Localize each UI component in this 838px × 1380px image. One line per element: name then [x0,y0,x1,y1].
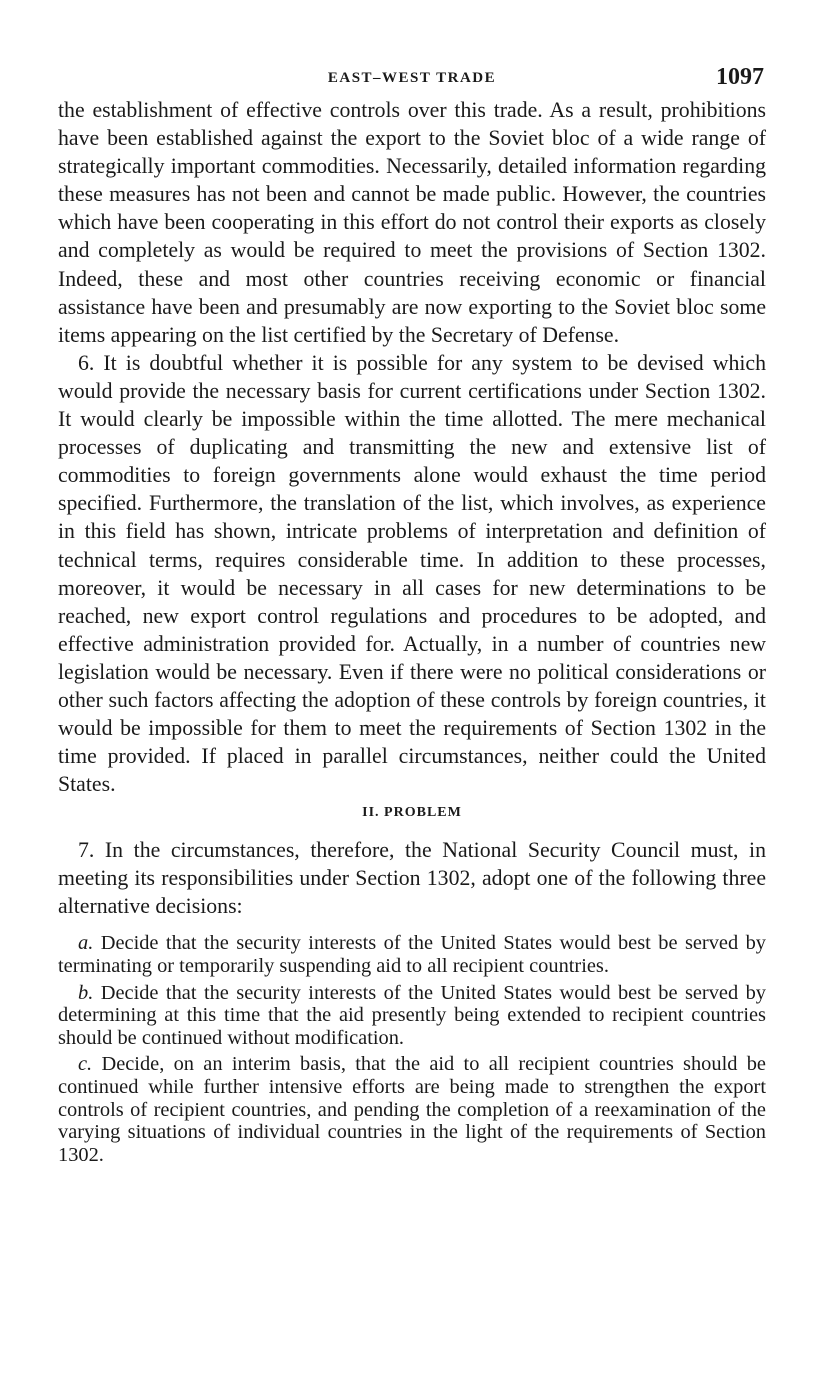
body-text [58,96,766,798]
option-letter: a. [78,932,94,955]
option-letter: b. [78,981,94,1004]
option-text: Decide that the security interests of the United States would best be served by terminating or temporarily suspending aid to all recipient countries. [58,932,766,977]
option-a [58,932,766,977]
document-page [58,60,766,1170]
page-number: 1097 [716,64,764,90]
page-header [58,60,766,96]
option-b [58,982,766,1050]
option-text: Decide that the security interests of the United States would best be served by determining at this time that the aid presently being extended to recipient countries should be continued without modification. [58,981,766,1049]
section-heading: II. PROBLEM [362,805,462,821]
section-intro [58,836,766,920]
paragraph-continued: the establishment of effective controls over this trade. As a result, prohibitions have been established against the export to the Soviet bloc of a wide range of strategically important commodities. Necessarily, detailed information regarding these measures has not been and cannot be made public. However, the countries which have been cooperating in this effort do not control their exports as closely and completely as would be required to meet the provisions of Section 1302. Indeed, these and most other countries receiving economic or financial assistance have been and presumably are now exporting to the Soviet bloc some items appearing on the list certified by the Secretary of Defense. [58,98,766,347]
running-title: EAST–WEST TRADE [327,70,497,86]
alternative-decisions [58,932,766,1166]
paragraph-7: 7. In the circumstances, therefore, the National Security Council must, in meeting its responsibilities under Section 1302, adopt one of the following three alternative decisions: [58,838,766,919]
option-c [58,1053,766,1166]
option-letter: c. [78,1053,93,1076]
option-text: Decide, on an interim basis, that the aid to all recipient countries should be continued while further intensive efforts are being made to strengthen the export controls of recipient countries, and pending the completion of a reexamination of the varying situations of individual countries in the light of the requirements of Section 1302. [58,1053,766,1166]
paragraph-6: 6. It is doubtful whether it is possible for any system to be devised which would provide the necessary basis for current certifications under Section 1302. It would clearly be impossible within the time allotted. The mere mechanical processes of duplicating and transmitting the new and extensive list of commodities to foreign governments alone would exhaust the time period specified. Furthermore, the translation of the list, which involves, as experience in this field has shown, intricate problems of interpretation and definition of technical terms, requires considerable time. In addition to these processes, moreover, it would be necessary in all cases for new determinations to be reached, new export control regulations and procedures to be adopted, and effective administration provided for. Actually, in a number of countries new legislation would be necessary. Even if there were no political considerations or other such factors affecting the adoption of these controls by foreign countries, it would be impossible for them to meet the requirements of Section 1302 in the time provided. If placed in parallel circumstances, neither could the United States. [58,350,766,797]
